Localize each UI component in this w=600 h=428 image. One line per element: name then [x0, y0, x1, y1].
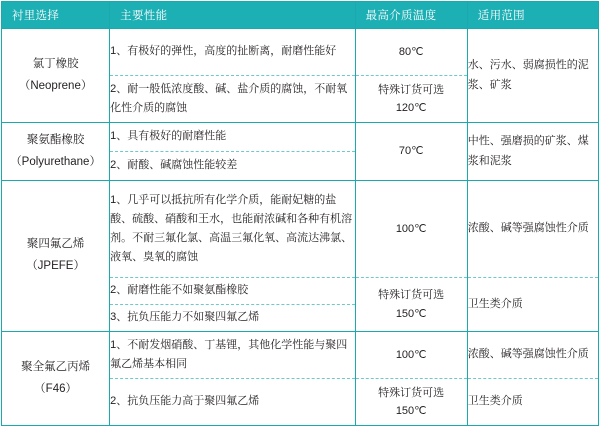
table-header: [2, 2, 599, 29]
cell-property: 1、几乎可以抵抗所有化学介质，能耐妃糖的盐酸、硫酸、硝酸和王水，也能耐浓碱和各种有机溶剂。不耐三氟化氯、高温三氟化氧、高流达沸氯、液氧、臭氧的腐蚀: [110, 181, 355, 278]
cell-scope: 浓酸、碱等强腐蚀性介质: [467, 332, 598, 379]
category-name-en: （Polyurethane）: [10, 155, 101, 168]
cell-category-jpefe: [2, 181, 110, 332]
column-header-max-temperature: 最高介质温度: [355, 2, 467, 29]
cell-temperature: 70℃: [355, 123, 467, 181]
cell-property: 2、抗负压能力高于聚四氟乙烯: [110, 379, 355, 426]
cell-temperature: [355, 278, 467, 332]
table-row: [2, 181, 599, 278]
table-row: [2, 123, 599, 152]
temperature-note: 特殊订货可选: [378, 289, 445, 302]
cell-property: 2、耐酸、碱腐蚀性能较差: [110, 152, 355, 181]
spec-table-sheet: [0, 1, 600, 428]
cell-category-polyurethane: [2, 123, 110, 181]
lining-spec-table: [1, 1, 599, 426]
cell-scope: 卫生类介质: [467, 278, 598, 332]
table-body: [2, 29, 599, 426]
cell-property: 3、抗负压能力不如聚四氟乙烯: [110, 305, 355, 332]
cell-property: 2、耐磨性能不如聚氨酯橡胶: [110, 278, 355, 305]
cell-temperature: 100℃: [355, 181, 467, 278]
table-header-row: [2, 2, 599, 29]
cell-property: 1、有极好的弹性，高度的扯断离，耐磨性能好: [110, 29, 355, 76]
table-row: [2, 29, 599, 76]
cell-temperature: 80℃: [355, 29, 467, 76]
category-name-en: （F46）: [34, 382, 77, 395]
temperature-value: 120℃: [395, 102, 427, 114]
temperature-value: 150℃: [395, 307, 427, 320]
table-row: [2, 332, 599, 379]
cell-scope: 浓酸、碱等强腐蚀性介质: [467, 181, 598, 278]
cell-temperature: [355, 379, 467, 426]
cell-scope: 卫生类介质: [467, 379, 598, 426]
temperature-note: 特殊订货可选: [378, 83, 445, 96]
cell-scope: 中性、强磨损的矿浆、煤浆和泥浆: [467, 123, 598, 181]
column-header-properties: 主要性能: [110, 2, 355, 29]
cell-temperature: [355, 76, 467, 123]
temperature-value: 150℃: [395, 405, 427, 417]
cell-temperature: 100℃: [355, 332, 467, 379]
cell-property: 2、耐一般低浓度酸、碱、盐介质的腐蚀，不耐氧化性介质的腐蚀: [110, 76, 355, 123]
column-header-scope: 适用范围: [467, 2, 598, 29]
category-name: 氯丁橡胶: [32, 57, 79, 70]
cell-category-neoprene: [2, 29, 110, 123]
category-name-en: （JPEFE）: [26, 260, 85, 272]
cell-scope: 水、污水、弱腐损性的泥浆、矿浆: [467, 29, 598, 123]
temperature-note: 特殊订货可选: [378, 386, 445, 399]
cell-property: 1、不耐发烟硝酸、丁基锂，其他化学性能与聚四氟乙烯基本相同: [110, 332, 355, 379]
category-name: 聚全氟乙丙烯: [21, 360, 91, 373]
cell-category-f46: [2, 332, 110, 426]
column-header-lining: 衬里选择: [2, 2, 110, 29]
category-name-en: （Neoprene）: [18, 79, 93, 92]
category-name: 聚四氟乙烯: [26, 238, 85, 251]
cell-property: 1、具有极好的耐磨性能: [110, 123, 355, 152]
category-name: 聚氨酯橡胶: [26, 133, 85, 146]
